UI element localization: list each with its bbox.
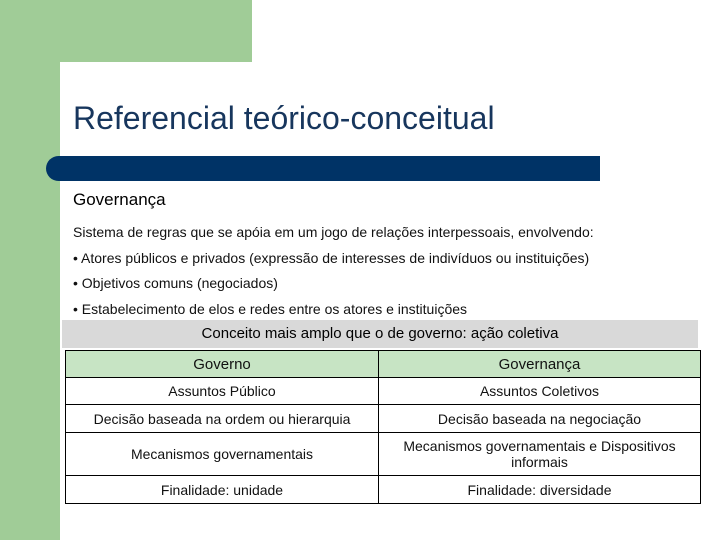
body-bullet: • Atores públicos e privados (expressão de interesses de indivíduos ou instituições)	[73, 249, 590, 266]
title-underline-bar	[46, 156, 600, 181]
concept-banner: Conceito mais amplo que o de governo: ação coletiva	[62, 320, 698, 348]
table-cell: Mecanismos governamentais	[66, 433, 379, 476]
body-text	[73, 220, 693, 322]
comparison-table	[65, 350, 701, 504]
table-cell: Decisão baseada na ordem ou hierarquia	[66, 405, 379, 433]
header-governanca: Governança	[379, 351, 701, 378]
table-cell: Finalidade: unidade	[66, 476, 379, 504]
table-row	[66, 378, 701, 405]
decorative-green-block-top	[0, 0, 252, 62]
slide-title: Referencial teórico-conceitual	[73, 100, 495, 136]
body-bullet: • Objetivos comuns (negociados)	[73, 275, 278, 291]
table-row	[66, 476, 701, 504]
decorative-green-block-left	[0, 62, 60, 540]
header-governo: Governo	[66, 351, 379, 378]
table-cell: Finalidade: diversidade	[379, 476, 701, 504]
table-cell: Decisão baseada na negociação	[379, 405, 701, 433]
body-line: Sistema de regras que se apóia em um jogo de relações interpessoais, envolvendo:	[73, 224, 594, 240]
table-cell: Assuntos Público	[66, 378, 379, 405]
section-subtitle: Governança	[73, 190, 166, 209]
table-row	[66, 405, 701, 433]
body-bullet: • Estabelecimento de elos e redes entre os atores e instituições	[73, 300, 468, 317]
table-header-row	[66, 351, 701, 378]
table-row	[66, 433, 701, 476]
table-cell: Mecanismos governamentais e Dispositivos informais	[379, 433, 701, 476]
table-cell: Assuntos Coletivos	[379, 378, 701, 405]
decorative-rounded-corner	[60, 62, 100, 102]
